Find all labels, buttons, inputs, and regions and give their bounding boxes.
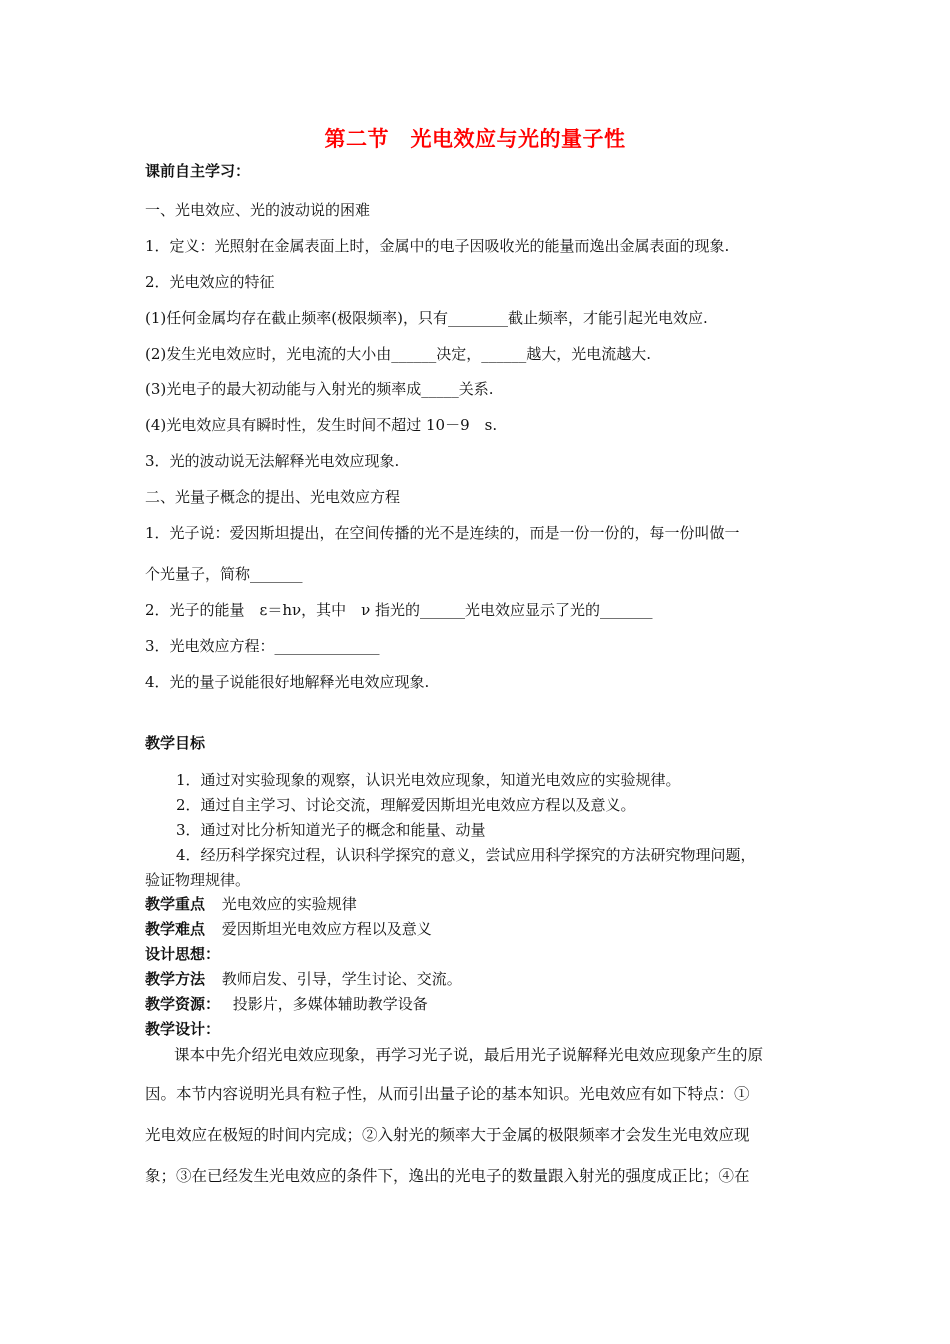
resource-row (145, 994, 428, 1014)
difficulty-label: 教学难点 (145, 920, 206, 938)
method-label: 教学方法 (145, 970, 206, 988)
goal-item-4: 4．经历科学探究过程，认识科学探究的意义，尝试应用科学探究的方法研究物理问题， (176, 846, 756, 864)
design-text-line-1: 课本中先介绍光电效应现象，再学习光子说，最后用光子说解释光电效应现象产生的原 (174, 1046, 764, 1064)
difficulty-value: 爱因斯坦光电效应方程以及意义 (221, 920, 432, 938)
section1-feature-1: (1)任何金属均存在截止频率(极限频率)，只有________截止频率，才能引起光电效应. (145, 309, 708, 327)
section2-item-3: 3．光电效应方程：______________ (145, 637, 380, 655)
resource-label: 教学资源： (145, 995, 221, 1013)
goal-item-2: 2．通过自主学习、讨论交流，理解爱因斯坦光电效应方程以及意义。 (176, 796, 636, 814)
design-label: 教学设计： (145, 1020, 221, 1038)
section1-feature-3: (3)光电子的最大初动能与入射光的频率成_____关系. (145, 380, 494, 398)
section1-item-3: 3．光的波动说无法解释光电效应现象. (145, 452, 400, 470)
resource-value: 投影片，多媒体辅助教学设备 (232, 995, 428, 1013)
section1-feature-4: (4)光电效应具有瞬时性，发生时间不超过 10－9 s. (145, 416, 498, 434)
design-text-line-4: 象；③在已经发生光电效应的条件下，逸出的光电子的数量跟入射光的强度成正比；④在 (145, 1167, 750, 1185)
design-text-line-2: 因。本节内容说明光具有粒子性，从而引出量子论的基本知识。光电效应有如下特点：① (145, 1085, 750, 1103)
section1-definition: 1．定义：光照射在金属表面上时，金属中的电子因吸收光的能量而逸出金属表面的现象. (145, 237, 730, 255)
section2-item-4: 4．光的量子说能很好地解释光电效应现象. (145, 673, 430, 691)
section2-item-2: 2．光子的能量 ε＝hν，其中 ν 指光的______光电效应显示了光的_______ (145, 601, 653, 619)
section2-item-1b: 个光量子，简称_______ (145, 565, 303, 583)
section1-features-title: 2．光电效应的特征 (145, 273, 275, 291)
page-title: 第二节 光电效应与光的量子性 (324, 127, 626, 151)
preview-heading: 课前自主学习： (145, 162, 251, 180)
method-value: 教师启发、引导，学生讨论、交流。 (221, 970, 462, 988)
goals-heading: 教学目标 (145, 734, 206, 752)
section2-item-1a: 1．光子说：爱因斯坦提出，在空间传播的光不是连续的，而是一份一份的，每一份叫做一 (145, 524, 740, 542)
section1-feature-2: (2)发生光电效应时，光电流的大小由______决定，______越大，光电流越大. (145, 345, 652, 363)
key-point-label: 教学重点 (145, 895, 206, 913)
goal-item-1: 1．通过对实验现象的观察，认识光电效应现象，知道光电效应的实验规律。 (176, 771, 681, 789)
design-idea-label: 设计思想： (145, 945, 221, 963)
goal-item-3: 3．通过对比分析知道光子的概念和能量、动量 (176, 821, 486, 839)
goal-item-4-cont: 验证物理规律。 (145, 871, 251, 889)
key-point-row (145, 894, 357, 914)
method-row (145, 969, 462, 989)
difficulty-row (145, 919, 432, 939)
section1-title: 一、光电效应、光的波动说的困难 (145, 201, 371, 219)
section2-title: 二、光量子概念的提出、光电效应方程 (145, 488, 401, 506)
design-text-line-3: 光电效应在极短的时间内完成；②入射光的频率大于金属的极限频率才会发生光电效应现 (145, 1126, 750, 1144)
key-point-value: 光电效应的实验规律 (221, 895, 357, 913)
